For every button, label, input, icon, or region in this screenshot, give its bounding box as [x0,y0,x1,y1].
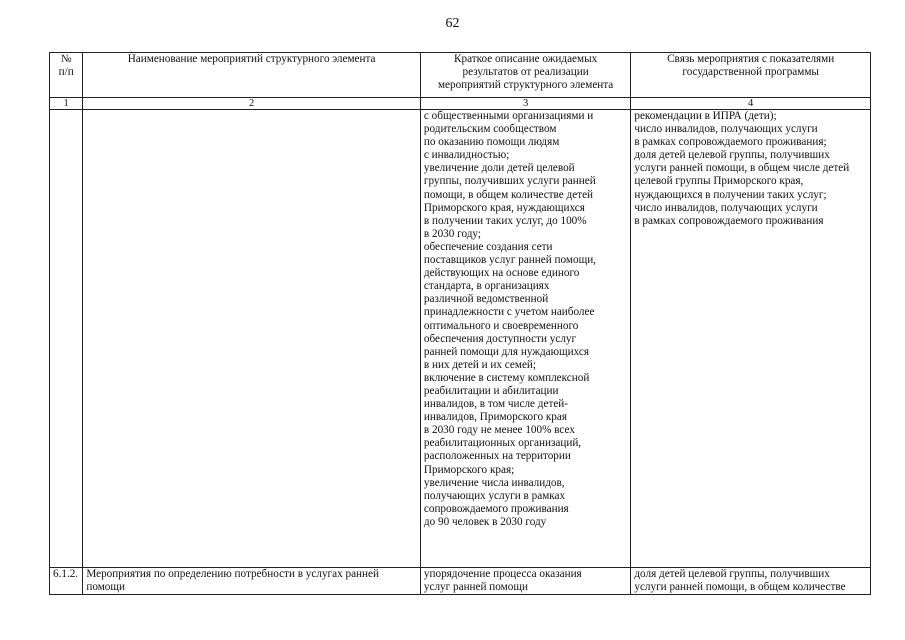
header-number: № п/п [50,53,83,98]
column-number: 3 [420,98,630,110]
cell-text-line: нуждающихся в получении таких услуг; [634,188,827,201]
table-header-row [50,53,871,98]
table-row [50,568,871,595]
cell-text-line: реабилитационных организаций, [423,437,582,450]
cell-text-line: сопровождаемого проживания [423,502,569,515]
column-numbers-row [50,98,871,110]
cell-text-line: обеспечения доступности услуг [423,332,577,345]
cell-text-line: услуги ранней помощи, в общем числе детей [634,162,850,175]
row-number-cell: 6.1.2. [50,568,83,595]
cell-text-line: число инвалидов, получающих услуги [634,123,818,136]
cell-text-line: доля детей целевой группы, получивших [634,149,830,162]
cell-text-line: группы, получивших услуги ранней [423,175,596,188]
cell-text-line: Приморского края; [423,463,515,476]
program-indicators-cell [631,110,871,568]
cell-text-line: в 2030 году; [423,227,481,240]
cell-text-line: с общественными организациями и [423,110,594,122]
cell-text-line: получающих услуги в рамках [423,489,566,502]
cell-text-line: поставщиков услуг ранней помощи, [423,254,596,267]
cell-text-line: стандарта, в организациях [423,280,550,293]
cell-text-line: Приморского края, нуждающихся [423,201,585,214]
cell-text-line: инвалидов, в том числе детей- [423,398,569,411]
cell-text-line: в 2030 году не менее 100% всех [423,424,575,437]
cell-text-line: в рамках сопровождаемого проживания [634,214,824,227]
cell-text-line: целевой группы Приморского края, [634,175,804,188]
cell-text-line: обеспечение создания сети [423,240,553,253]
cell-text-line: родительским сообществом [423,123,557,136]
cell-text-line: увеличение доли детей целевой [423,162,575,175]
header-activity-name: Наименование мероприятий структурного элемента [83,53,421,98]
page-number: 62 [445,16,460,31]
table-row [50,110,871,568]
cell-text-line: в рамках сопровождаемого проживания; [634,136,827,149]
cell-text-line: оптимального и своевременного [423,319,579,332]
cell-text-line: по оказанию помощи людям [423,136,560,149]
activity-name-cell [83,110,421,568]
cell-text-line: в них детей и их семей; [423,358,537,371]
cell-text-line: различной ведомственной [423,293,549,306]
column-number: 2 [83,98,421,110]
expected-results-cell [420,110,630,568]
cell-text-line: реабилитации и абилитации [423,384,559,397]
cell-text-line: с инвалидностью; [423,149,510,162]
cell-text-line: число инвалидов, получающих услуги [634,201,818,214]
cell-text-line: в получении таких услуг, до 100% [423,214,587,227]
column-number: 1 [50,98,83,110]
cell-text-line: инвалидов, Приморского края [423,411,567,424]
cell-text-line: включение в систему комплексной [423,371,590,384]
activities-table [49,52,871,595]
expected-results-cell: упорядочение процесса оказания услуг ранней помощи [420,568,630,595]
header-program-indicators: Связь мероприятия с показателями государственной программы [631,53,871,98]
cell-text-line: расположенных на территории [423,450,571,463]
header-expected-results: Краткое описание ожидаемых результатов от реализации мероприятий структурного элемента [420,53,630,98]
activity-name-cell: Мероприятия по определению потребности в услугах ранней помощи [83,568,421,595]
cell-text-line: рекомендации в ИПРА (дети); [634,110,777,122]
column-number: 4 [631,98,871,110]
cell-text-line: увеличение числа инвалидов, [423,476,565,489]
cell-text-line: принадлежности с учетом наиболее [423,306,595,319]
cell-text-line: действующих на основе единого [423,267,580,280]
cell-text-line: до 90 человек в 2030 году [423,515,547,528]
cell-text-line: помощи, в общем количестве детей [423,188,594,201]
cell-text-line: ранней помощи для нуждающихся [423,345,589,358]
program-indicators-cell: доля детей целевой группы, получивших услуги ранней помощи, в общем количестве [631,568,871,595]
row-number-cell [50,110,83,568]
